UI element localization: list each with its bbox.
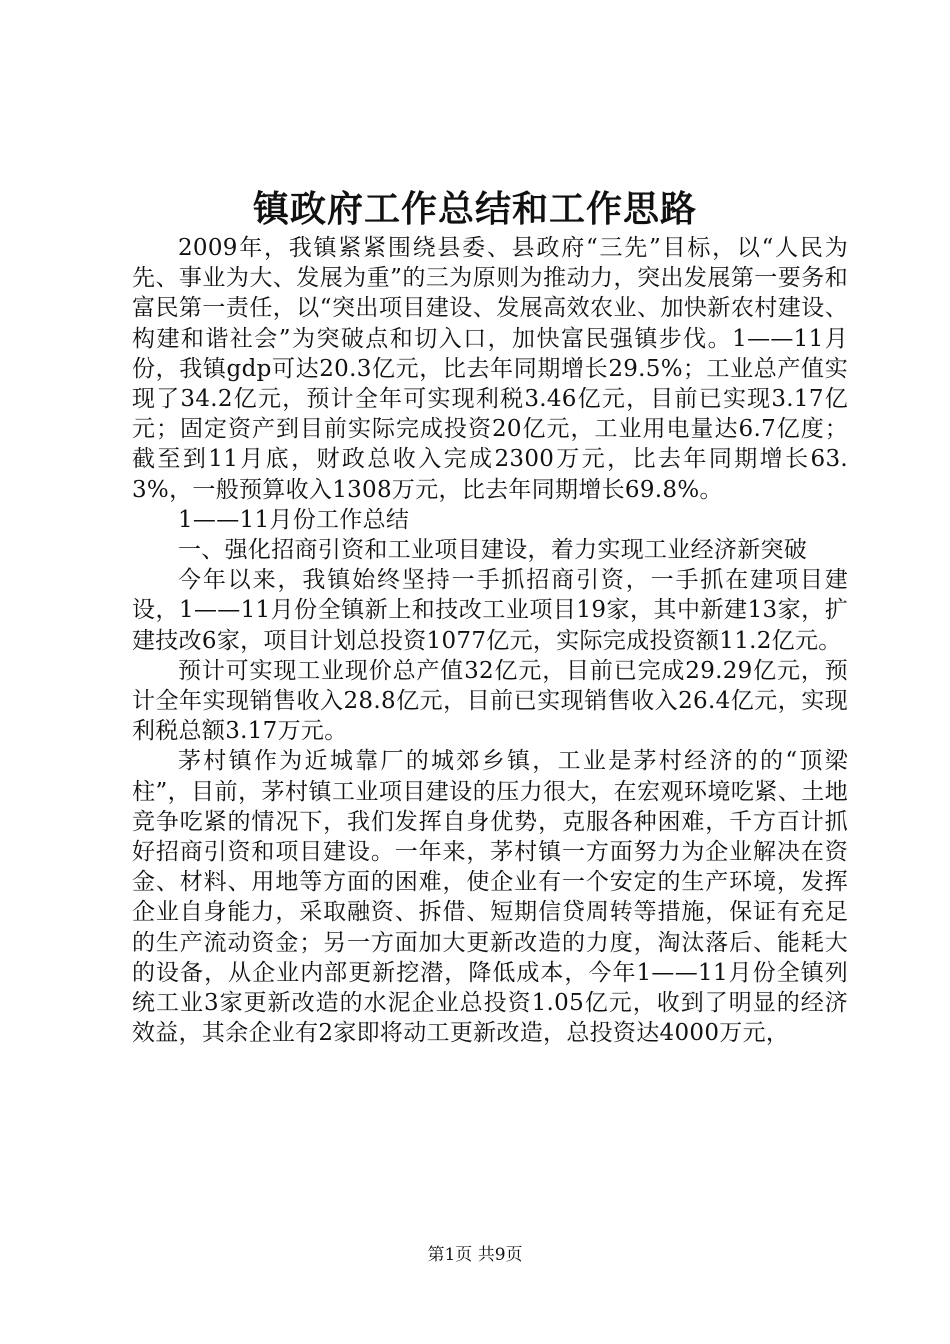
section-heading-investment: 一、强化招商引资和工业项目建设，着力实现工业经济新突破 — [178, 537, 808, 564]
investment-paragraph: 今年以来，我镇始终坚持一手抓招商引资，一手抓在建项目建设，1——11月份全镇新上和技改工业项目19家，其中新建13家，扩建技改6家，项目计划总投资1077亿元，实际完成投资额11.2亿元。 — [132, 567, 848, 654]
document-title: 镇政府工作总结和工作思路 — [252, 188, 697, 230]
document-body — [132, 233, 848, 1048]
section-heading-summary: 1——11月份工作总结 — [178, 506, 410, 533]
page-number-footer: 第1页 共9页 — [427, 1245, 523, 1265]
intro-paragraph: 2009年，我镇紧紧围绕县委、县政府“三先”目标，以“人民为先、事业为大、发展为重”的三为原则为推动力，突出发展第一要务和富民第一责任，以“突出项目建设、发展高效农业、加快新农村建设、构建和谐社会”为突破点和切入口，加快富民强镇步伐。1——11月份，我镇gdp可达20.3亿元，比去年同期增长29.5%；工业总产值实现了34.2亿元，预计全年可实现利税3.46亿元，目前已实现3.17亿元；固定资产到目前实际完成投资20亿元，工业用电量达6.7亿度；截至到11月底，财政总收入完成2300万元，比去年同期增长63.3%，一般预算收入1308万元，比去年同期增长69.8%。 — [132, 235, 848, 503]
maocun-paragraph: 茅村镇作为近城靠厂的城郊乡镇，工业是茅村经济的的“顶梁柱”，目前，茅村镇工业项目建设的压力很大，在宏观环境吃紧、土地竞争吃紧的情况下，我们发挥自身优势，克服各种困难，千方百计抓好招商引资和项目建设。一年来，茅村镇一方面努力为企业解决在资金、材料、用地等方面的困难，使企业有一个安定的生产环境，发挥企业自身能力，采取融资、拆借、短期信贷周转等措施，保证有充足的生产流动资金；另一方面加大更新改造的力度，淘汰落后、能耗大的设备，从企业内部更新挖潜，降低成本，今年1——11月份全镇列统工业3家更新改造的水泥企业总投资1.05亿元，收到了明显的经济效益，其余企业有2家即将动工更新改造，总投资达4000万元， — [132, 748, 848, 1047]
output-paragraph: 预计可实现工业现价总产值32亿元，目前已完成29.29亿元，预计全年实现销售收入28.8亿元，目前已实现销售收入26.4亿元，实现利税总额3.17万元。 — [132, 657, 848, 745]
